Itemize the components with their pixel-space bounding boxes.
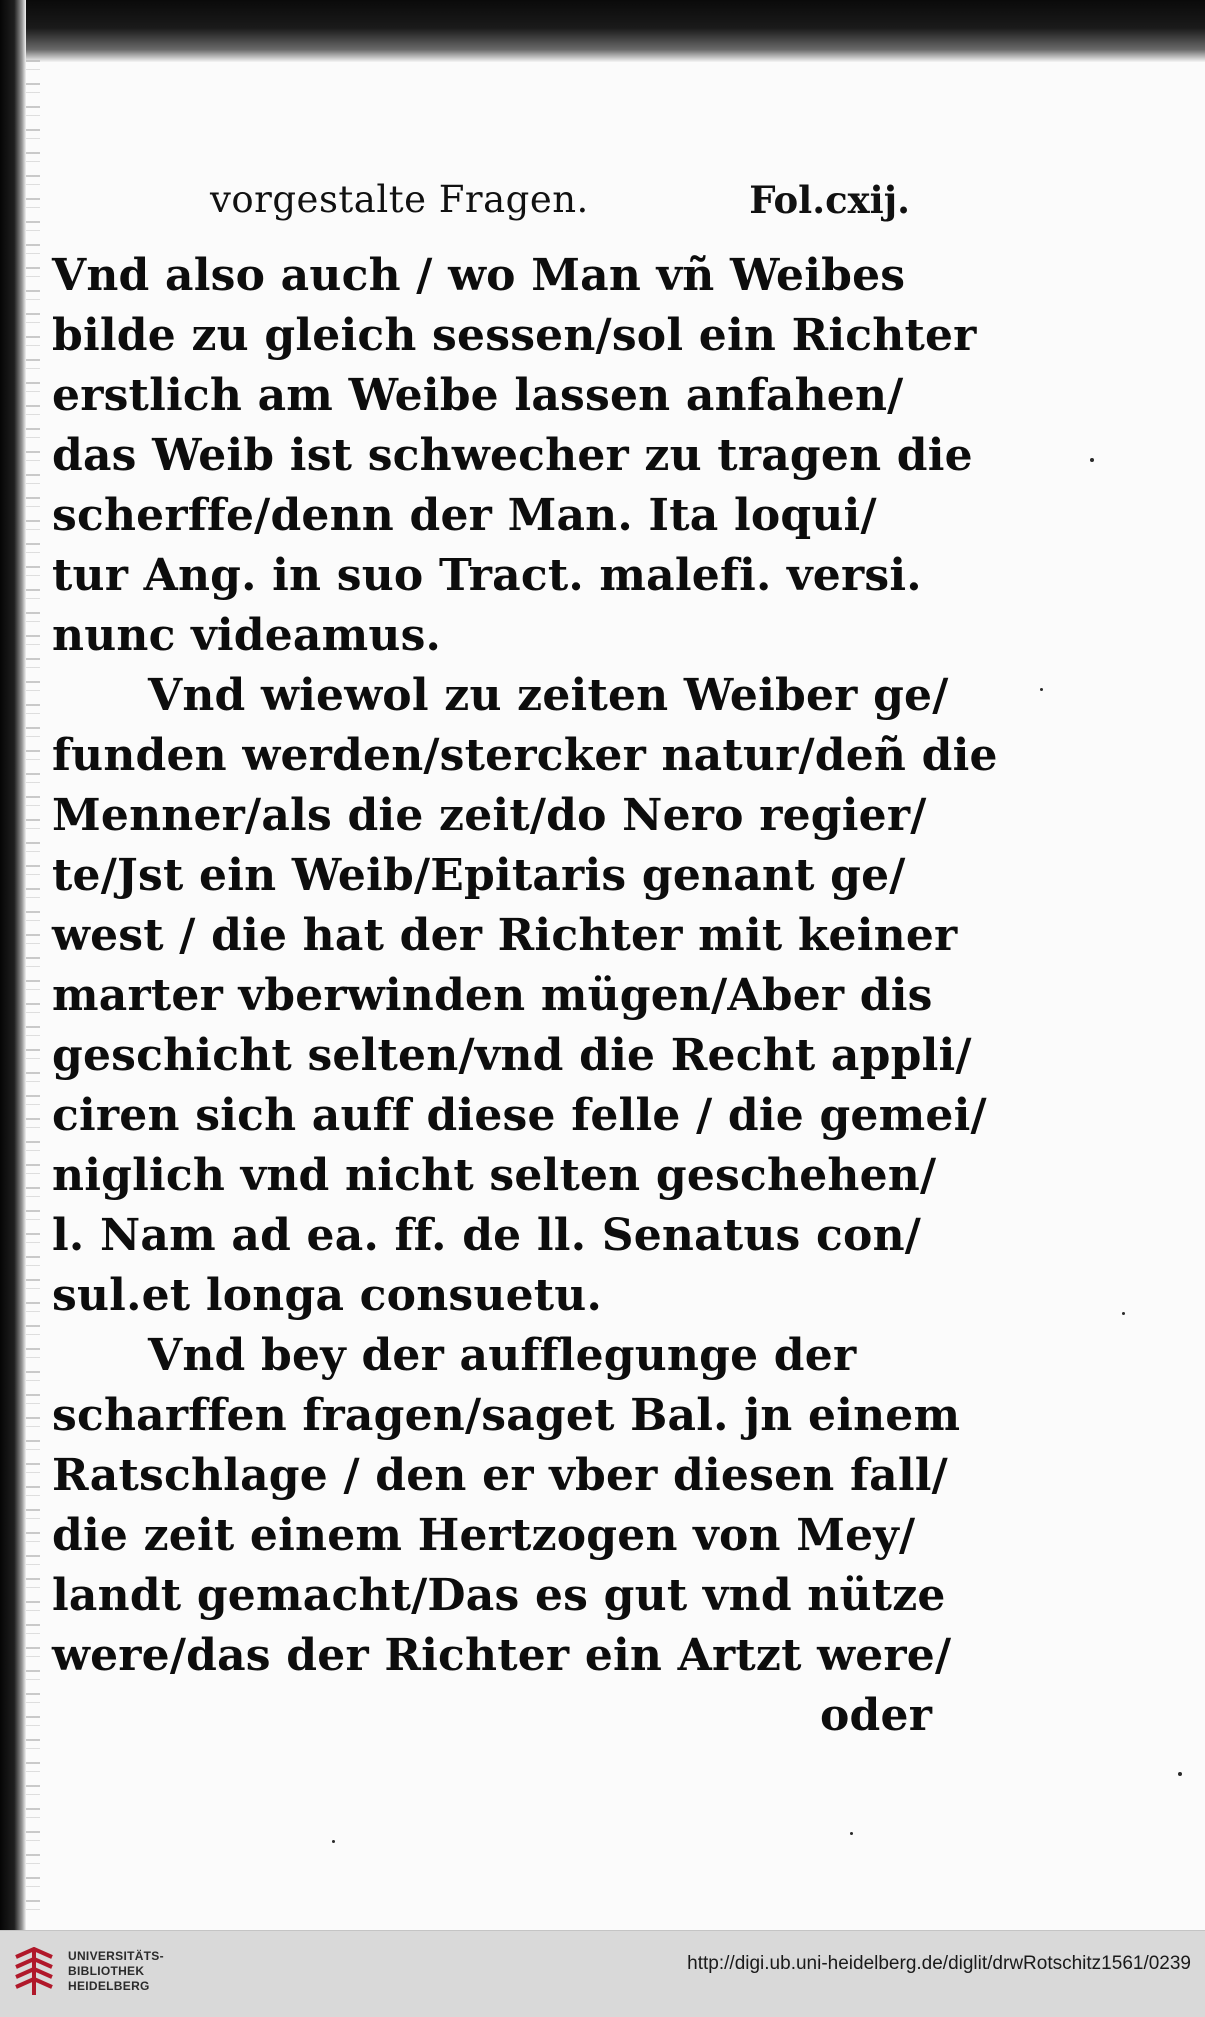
folio-number: Fol.cxij. — [749, 178, 910, 222]
text-line: ciren sich auff diese felle / die gemei/ — [52, 1090, 987, 1141]
text-line: Vnd bey der aufflegunge der — [148, 1330, 857, 1381]
scan-speck — [332, 1840, 335, 1843]
ub-heidelberg-logo-icon — [12, 1947, 58, 1997]
text-line: tur Ang. in suo Tract. malefi. versi. — [52, 550, 922, 601]
text-line: das Weib ist schwecher zu tragen die — [52, 430, 973, 481]
text-line: scharffen fragen/saget Bal. jn einem — [52, 1390, 961, 1441]
text-line: Vnd also auch / wo Man vñ Weibes — [52, 250, 906, 301]
scan-speck — [1090, 458, 1094, 462]
library-name-line: UNIVERSITÄTS- — [68, 1949, 164, 1963]
catchword: oder — [820, 1690, 933, 1741]
text-line: niglich vnd nicht selten geschehen/ — [52, 1150, 937, 1201]
text-line: landt gemacht/Das es gut vnd nütze — [52, 1570, 946, 1621]
text-line: were/das der Richter ein Artzt were/ — [52, 1630, 952, 1681]
text-line: funden werden/stercker natur/deñ die — [52, 730, 998, 781]
text-line: scherffe/denn der Man. Ita loqui/ — [52, 490, 877, 541]
scan-speck — [850, 1832, 853, 1835]
scan-speck — [1178, 1772, 1182, 1776]
text-line: sul.et longa consuetu. — [52, 1270, 602, 1321]
text-line: die zeit einem Hertzogen von Mey/ — [52, 1510, 916, 1561]
text-line: geschicht selten/vnd die Recht appli/ — [52, 1030, 972, 1081]
scan-speck — [1122, 1312, 1125, 1315]
library-name-line: BIBLIOTHEK — [68, 1964, 145, 1978]
text-line: Menner/als die zeit/do Nero regier/ — [52, 790, 927, 841]
text-line: Ratschlage / den er vber diesen fall/ — [52, 1450, 948, 1501]
running-head: vorgestalte Fragen. — [210, 178, 589, 221]
text-line: Vnd wiewol zu zeiten Weiber ge/ — [148, 670, 949, 721]
library-name — [68, 1949, 164, 1994]
text-line: west / die hat der Richter mit keiner — [52, 910, 958, 961]
text-line: bilde zu gleich sessen/sol ein Richter — [52, 310, 977, 361]
text-line: l. Nam ad ea. ff. de ll. Senatus con/ — [52, 1210, 922, 1261]
viewer-footer — [0, 1930, 1205, 2017]
text-line: nunc videamus. — [52, 610, 442, 661]
library-name-line: HEIDELBERG — [68, 1979, 150, 1993]
permalink-url[interactable]: http://digi.ub.uni-heidelberg.de/diglit/drwRotschitz1561/0239 — [687, 1953, 1191, 1974]
page-header — [210, 178, 910, 232]
text-line: te/Jst ein Weib/Epitaris genant ge/ — [52, 850, 906, 901]
text-line: erstlich am Weibe lassen anfahen/ — [52, 370, 904, 421]
scan-speck — [1040, 688, 1043, 691]
text-line: marter vberwinden mügen/Aber dis — [52, 970, 933, 1021]
